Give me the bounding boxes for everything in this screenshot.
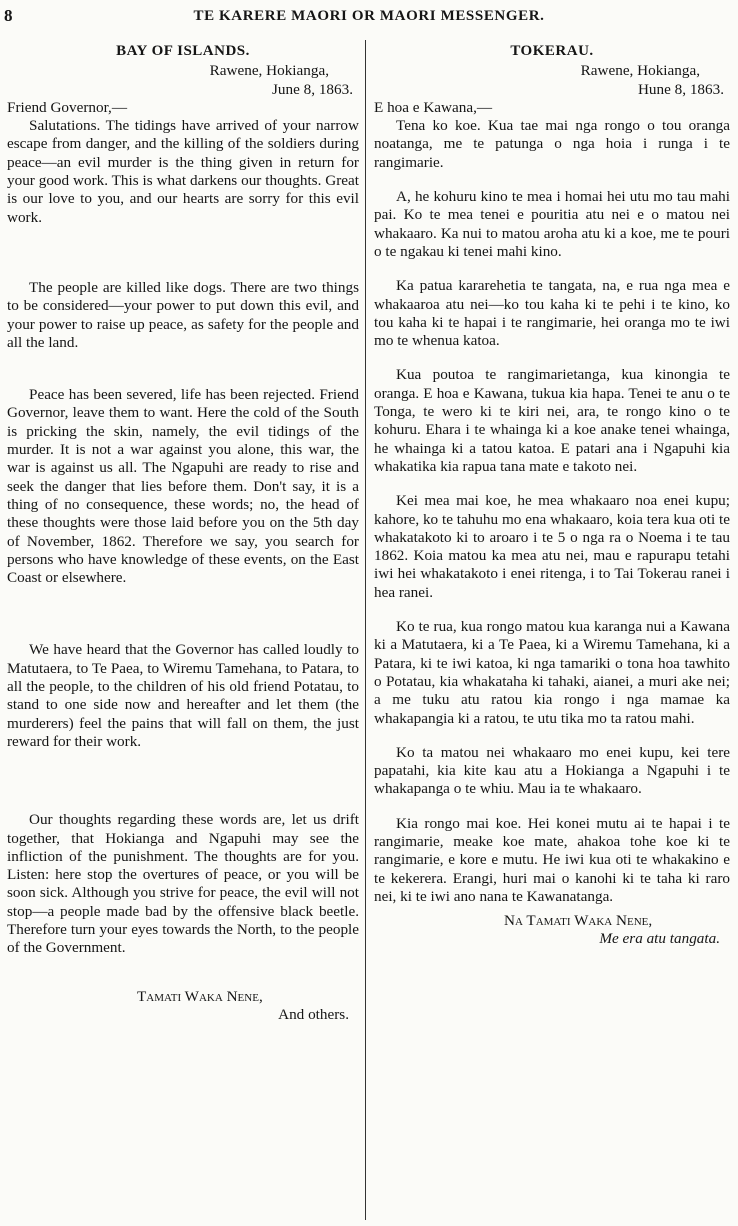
english-column <box>7 42 359 1024</box>
right-paragraph-3: Ka patua kararehetia te tangata, na, e rua nga mea e whakaaroa atu nei—ko tou kaha ki te pehi i te kino, ko tou kaha ki te hapai i te rangimarie, hei oranga mo te iwi mo te whenua katoa. <box>374 277 730 350</box>
right-salutation: E hoa e Kawana,— <box>374 98 493 116</box>
right-paragraph-4: Kua poutoa te rangimarietanga, kua kinongia te oranga. E hoa e Kawana, tukua kia hapa. Tenei te anu o te Tonga, te wero ki te kiri nei, ara, te rongo kino o te kohuru. Ehara i te whainga ki a koe anake tenei whainga, he whainga ki a tatou katoa. E patari ana i Ngapuhi kia whakatika kia rapua tana mate e takoto nei. <box>374 366 730 475</box>
left-paragraph-5: Our thoughts regarding these words are, let us drift together, that Hokianga and Ngapuhi may see the infliction of the punishment. The thoughts are for you. Listen: here stop the overtures of peace, or you will be soon sick. Although you strive for peace, the evil will not stop—a people made bad by the offensive black beetle. Therefore turn your eyes towards the North, to the people of the Government. <box>7 811 359 957</box>
left-signature-others: And others. <box>278 1005 349 1023</box>
maori-column <box>374 42 730 949</box>
column-divider <box>365 40 366 1220</box>
left-paragraph-1: Salutations. The tidings have arrived of your narrow escape from danger, and the killing of the soldiers during peace—an evil murder is the thing given in return for your good work. This is what darkens our thoughts. Great is our love to you, and our hearts are sorry for this evil work. <box>7 117 359 226</box>
left-paragraph-2: The people are killed like dogs. There are two things to be considered—your power to put down this evil, and your power to raise up peace, as safety for the people and all the land. <box>7 278 359 351</box>
right-paragraph-2: A, he kohuru kino te mea i homai hei utu mo tau mahi pai. Ko te mea tenei e pouritia atu nei e o matou nei whakaaro. Ka nui to matou aroha atu ki a koe, me te pouri o te ngakau ki tenei mahi kino. <box>374 188 730 260</box>
left-date: June 8, 1863. <box>272 80 353 98</box>
right-place: Rawene, Hokianga, <box>580 62 700 80</box>
left-signature: Tamati Waka Nene, <box>137 987 263 1005</box>
page-number: 8 <box>4 6 13 25</box>
right-paragraph-8: Kia rongo mai koe. Hei konei mutu ai te hapai i te rangimarie, meake koe mate, ahakoa tohe koe ki te rangimarie, e kore e mutu. He iwi kua oti te whakakino e te kekerera. Erangi, huri mai o kanohi ki te taha ki raro nei, ki te iwi ano nana te Kawanatanga. <box>374 814 730 905</box>
left-salutation: Friend Governor,— <box>7 98 128 116</box>
right-date: Hune 8, 1863. <box>637 80 724 98</box>
left-place: Rawene, Hokianga, <box>209 62 329 80</box>
right-signature: Na Tamati Waka Nene, <box>504 912 653 930</box>
right-paragraph-1: Tena ko koe. Kua tae mai nga rongo o tou oranga noatanga, me te patunga o nga hoia i runga i te rangimarie. <box>374 117 730 171</box>
right-paragraph-5: Kei mea mai koe, he mea whakaaro noa enei kupu; kahore, ko te tahuhu mo ena whakaaro, koia tera kua oti te whakatakoto ki to aroaro i te 5 o nga ra o Noema i te tau 1862. Koia matou ka mea atu nei, mau e rapurapu tetahi iwi hei whakatakoto i enei ritenga, i to Tai Tokerau ranei i hea ranei. <box>374 492 730 601</box>
right-paragraph-6: Ko te rua, kua rongo matou kua karanga nui a Kawana ki a Matutaera, ki a Te Paea, ki a Wiremu Tamehana, ki a Patara, ki te iwi katoa, ki nga tamariki o tona hoa tawhito o Potatau, kia whakataha ki tahaki, aianei, a muri ake nei; a me tuku atu ratou kia rongo i nga mamae ka whakapangia ki a ratou, te utu tika mo ta ratou mahi. <box>374 618 730 727</box>
left-paragraph-4: We have heard that the Governor has called loudly to Matutaera, to Te Paea, to Wiremu Tamehana, to Patara, to all the people, to the children of his old friend Potatau, to stand to one side now and hereafter and let them (the murderers) feel the pains that will fall on them, the just reward for their work. <box>7 641 359 750</box>
left-paragraph-3: Peace has been severed, life has been rejected. Friend Governor, leave them to want. Here the cold of the South is pricking the skin, namely, the evil tidings of the murder. It is not a war against you alone, this war, the war is against us all. The Ngapuhi are ready to rise and seek the danger that lies before them. Don't say, it is a thing of no consequence, these words; no, the head of these thoughts were those laid before you on the 5th day of November, 1862. Therefore we say, you search for persons who have knowledge of these events, on the East Coast or elsewhere. <box>7 386 359 587</box>
left-heading: BAY OF ISLANDS. <box>116 43 250 59</box>
page-header <box>0 6 738 28</box>
right-paragraph-7: Ko ta matou nei whakaaro mo enei kupu, kei tere papatahi, kia kite kau atu a Hokianga a Ngapuhi i te whakapanga o te whiu. Mau ia te whakaaro. <box>374 743 730 798</box>
right-signature-others: Me era atu tangata. <box>599 930 720 948</box>
newspaper-title: TE KARERE MAORI OR MAORI MESSENGER. <box>193 8 545 24</box>
right-heading: TOKERAU. <box>510 43 594 59</box>
